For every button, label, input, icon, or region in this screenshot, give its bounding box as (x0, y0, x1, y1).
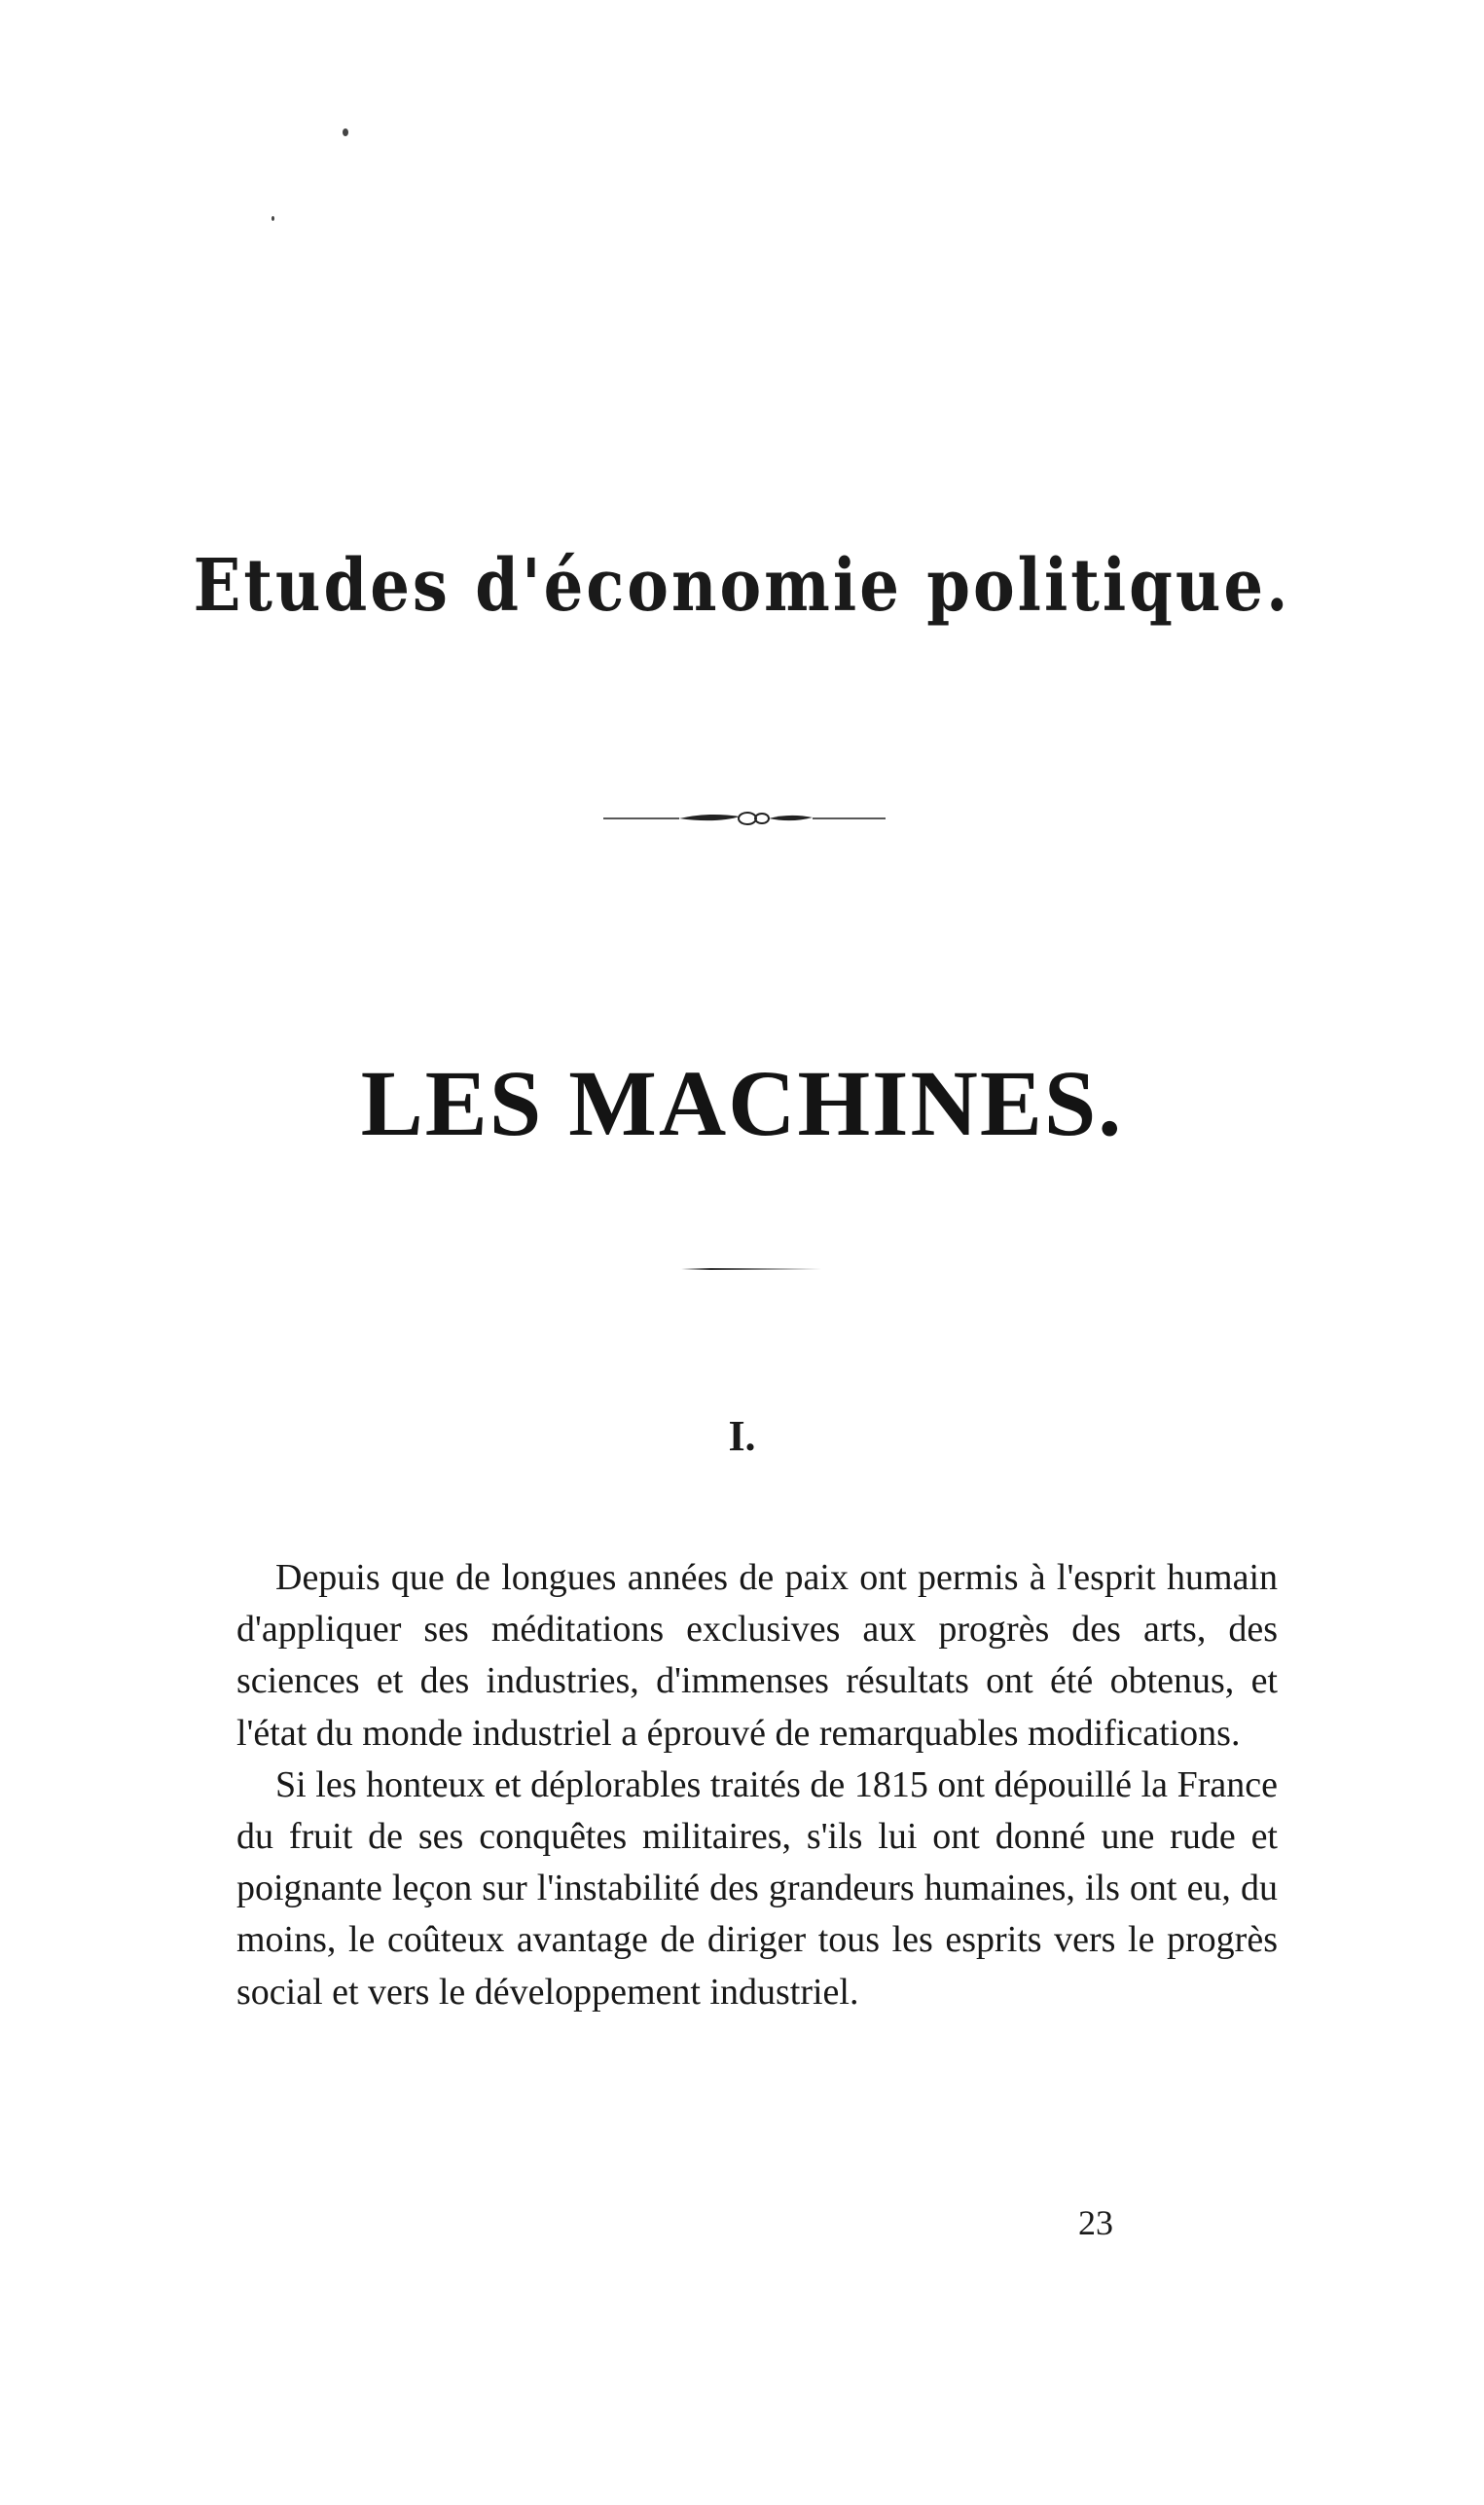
series-title: Etudes d'économie politique. (193, 544, 1291, 629)
page-number: 23 (1078, 2203, 1113, 2242)
ink-speck (271, 216, 274, 221)
title-rule (681, 1266, 821, 1272)
ornamental-divider (603, 806, 886, 831)
section-number: I. (728, 1412, 756, 1460)
article-body (236, 1552, 1278, 2018)
article-title: LES MACHINES. (360, 1051, 1124, 1155)
paragraph: Depuis que de longues années de paix ont permis à l'esprit humain d'appliquer ses méditations exclusives aux progrès des arts, des sciences et des industries, d'immenses résultats ont été obtenus, et l'état du monde industriel a éprouvé de remarquables modifications. (236, 1557, 1278, 1754)
ink-speck (343, 128, 348, 136)
paragraph: Si les honteux et déplorables traités de 1815 ont dépouillé la France du fruit de ses conquêtes militaires, s'ils lui ont donné une rude et poignante leçon sur l'instabilité des grandeurs humaines, ils ont eu, du moins, le coûteux avantage de diriger tous les esprits vers le progrès social et vers le développement industriel. (236, 1763, 1278, 2013)
